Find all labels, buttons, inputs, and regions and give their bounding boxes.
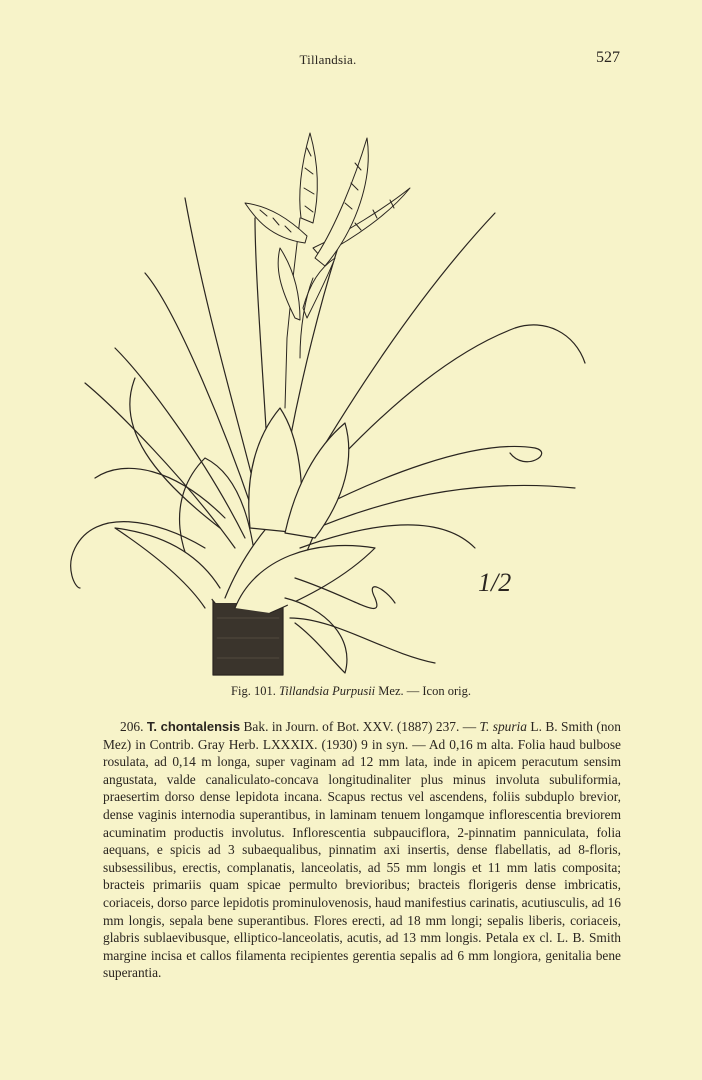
species-name: T. chontalensis <box>146 719 241 734</box>
scale-label: 1/2 <box>478 568 512 597</box>
running-title: Tillandsia. <box>299 52 357 67</box>
figure-caption <box>0 684 702 699</box>
synonym-name: T. spuria <box>479 719 527 734</box>
running-head <box>0 49 702 71</box>
tillandsia-drawing <box>55 78 615 678</box>
species-entry <box>103 718 621 982</box>
figure-number: Fig. 101. <box>231 684 276 698</box>
entry-number: 206. <box>120 719 144 734</box>
inflorescence <box>245 133 410 408</box>
entry-citation: Bak. in Journ. of Bot. XXV. (1887) 237. — <box>243 719 477 734</box>
leaf <box>300 525 475 548</box>
entry-paragraph <box>103 718 621 982</box>
leaf <box>285 598 347 673</box>
plant-illustration <box>55 78 615 678</box>
leaf <box>305 485 575 533</box>
figure-species: Tillandsia Purpusii <box>278 684 376 698</box>
leaf <box>185 198 260 508</box>
figure-author: Mez. — Icon orig. <box>378 684 471 698</box>
entry-description: L. B. Smith (non Mez) in Contrib. Gray Herb. LXXXIX. (1930) 9 in syn. — Ad 0,16 m alta. Folia haud bulbose rosulata, ad 0,14 m longa, super vaginam ad 12 mm lata, inde in apicem peracutum sensim angustata, valde canaliculato-concava longitudinaliter plus minus involuta subuliformia, praesertim dorso dense lepidota incana. Scapus rectus vel ascendens, foliis subduplo brevior, dense vaginis internodia superantibus, in laminam tenuem longamque inflorescentia breviorem acuminatim productis involutus. Inflorescentia subpauciflora, 2-pinnatim panniculata, folia aequans, e spicis ad 3 subaequalibus, pinnatim axi insertis, dense flabellatis, ad 8-floris, subsessilibus, erectis, complanatis, lanceolatis, ad 55 mm longis et 11 mm latis composita; bracteis primariis quam spicae permulto brevioribus; bracteis florigeris dense imbricatis, coriaceis, dorso parce lepidotis prominulovenosis, haud manifestius carinatis, acutiusculis, ad 16 mm longis, sepala bene superantibus. Flores erecti, ad 18 mm longi; sepalis liberis, coriaceis, glabris sublaevibusque, elliptico-lanceolatis, acutis, ad 13 mm longis. Petala ex cl. L. B. Smith margine incisa et callos filamenta recipientes gerentia sepalis ad 6 mm longiora, genitalia bene superantia. <box>103 719 621 981</box>
page-number: 527 <box>596 49 620 66</box>
